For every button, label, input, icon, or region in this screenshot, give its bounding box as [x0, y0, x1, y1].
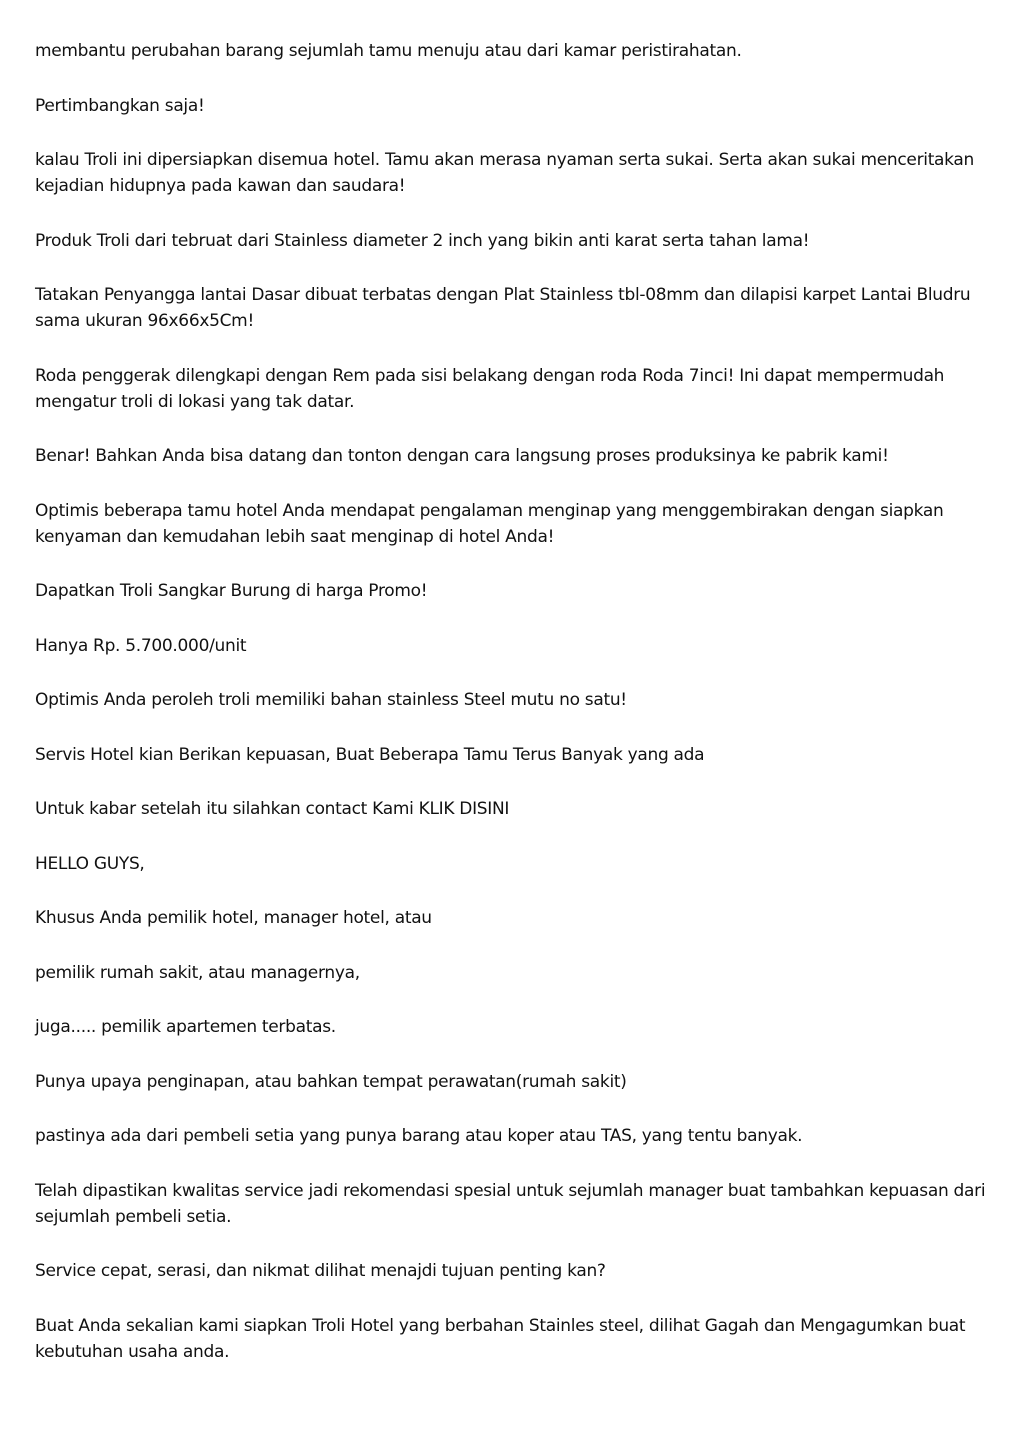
paragraph: Pertimbangkan saja! — [35, 95, 205, 116]
paragraph: Produk Troli dari tebruat dari Stainless diameter 2 inch yang bikin anti karat serta tahan lama! — [35, 230, 810, 251]
paragraph: Servis Hotel kian Berikan kepuasan, Buat Beberapa Tamu Terus Banyak yang ada — [35, 744, 705, 765]
paragraph: Khusus Anda pemilik hotel, manager hotel, atau — [35, 908, 432, 928]
paragraph: Punya upaya penginapan, atau bahkan tempat perawatan(rumah sakit) — [35, 1071, 627, 1092]
paragraph: Telah dipastikan kwalitas service jadi rekomendasi spesial untuk sejumlah manager buat tambahkan kepuasan dari sejumlah pembeli setia. — [35, 1180, 986, 1227]
price-paragraph: Hanya Rp. 5.700.000/unit — [35, 635, 247, 656]
paragraph: pemilik rumah sakit, atau managernya, — [35, 962, 360, 983]
document-page — [35, 38, 995, 1393]
paragraph: pastinya ada dari pembeli setia yang punya barang atau koper atau TAS, yang tentu banyak. — [35, 1126, 803, 1146]
paragraph: membantu perubahan barang sejumlah tamu menuju atau dari kamar peristirahatan. — [35, 41, 742, 61]
contact-paragraph: Untuk kabar setelah itu silahkan contact Kami KLIK DISINI — [35, 799, 510, 819]
paragraph: Optimis beberapa tamu hotel Anda mendapat pengalaman menginap yang menggembirakan dengan siapkan kenyaman dan kemudahan lebih saat menginap di hotel Anda! — [35, 500, 944, 547]
greeting-paragraph: HELLO GUYS, — [35, 853, 145, 874]
paragraph: juga..... pemilik apartemen terbatas. — [35, 1017, 336, 1037]
paragraph: kalau Troli ini dipersiapkan disemua hotel. Tamu akan merasa nyaman serta sukai. Serta akan sukai menceritakan kejadian hidupnya pada kawan dan saudara! — [35, 150, 975, 196]
paragraph: Buat Anda sekalian kami siapkan Troli Hotel yang berbahan Stainles steel, dilihat Gagah dan Mengagumkan buat kebutuhan usaha anda. — [35, 1315, 966, 1362]
paragraph: Benar! Bahkan Anda bisa datang dan tonton dengan cara langsung proses produksinya ke pabrik kami! — [35, 446, 889, 466]
paragraph: Service cepat, serasi, dan nikmat dilihat menajdi tujuan penting kan? — [35, 1261, 606, 1281]
paragraph: Tatakan Penyangga lantai Dasar dibuat terbatas dengan Plat Stainless tbl-08mm dan dilapisi karpet Lantai Bludru sama ukuran 96x66x5Cm! — [35, 285, 971, 331]
paragraph: Optimis Anda peroleh troli memiliki bahan stainless Steel mutu no satu! — [35, 690, 627, 710]
paragraph: Dapatkan Troli Sangkar Burung di harga Promo! — [35, 581, 428, 601]
paragraph: Roda penggerak dilengkapi dengan Rem pada sisi belakang dengan roda Roda 7inci! Ini dapat mempermudah mengatur troli di lokasi yang tak datar. — [35, 365, 945, 412]
